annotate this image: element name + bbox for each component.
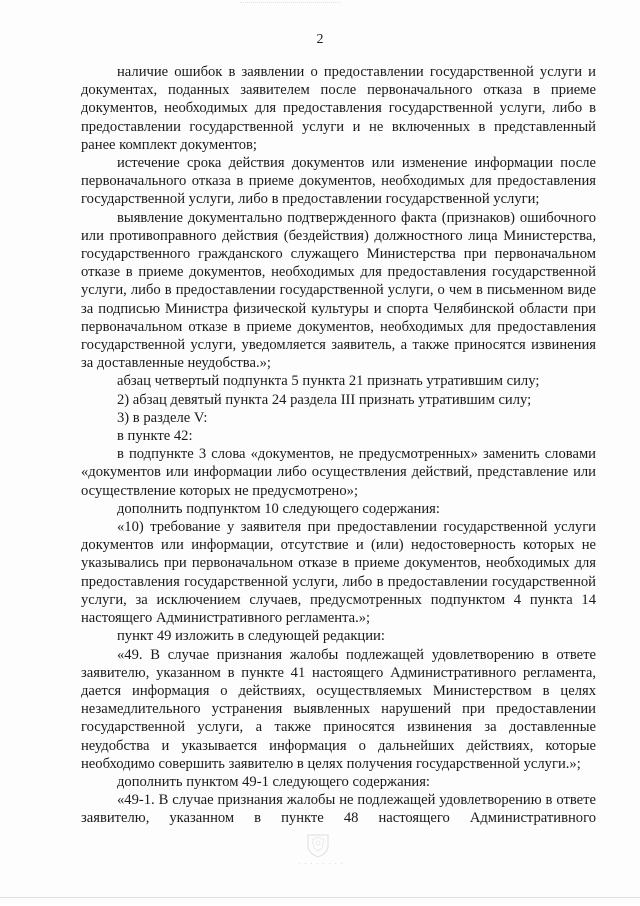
- footer-watermark: · · · · · · · ·: [298, 860, 344, 868]
- paragraph-section-v: 3) в разделе V:: [117, 409, 208, 426]
- paragraph-erroneous-action: выявление документально подтвержденного факта (признаков) ошибочного или противоправного действия (бездействия) должностного лица Министерства, государственного гражданского служащего Министерства при первоначальном отказе в приеме документов, необходимых для предоставления государственной услуги, либо в предоставлении государственной услуги, о чем в письменном виде за подписью Министра физической культуры и спорта Челябинской области при первоначальном отказе в приеме документов, необходимых для предоставления государственной услуги, уведомляется заявитель, а также приносятся извинения за доставленные неудобства.»;: [81, 209, 596, 372]
- paragraph-clause-42: в пункте 42:: [117, 428, 193, 445]
- paragraph-subclause-10-text: «10) требование у заявителя при предоставлении государственной услуги документов или информации, отсутствие и (или) недостоверность которых не указывались при первоначальном отказе в приеме документов, необходимых для предоставления государственной услуги, либо в предоставлении государственной услуги, за исключением случаев, предусмотренных подпунктом 4 пункта 14 настоящего Административного регламента.»;: [81, 519, 596, 627]
- coat-of-arms-icon: [305, 832, 331, 858]
- page-number: 2: [316, 32, 324, 47]
- paragraph-subclause-3-replace: в подпункте 3 слова «документов, не предусмотренных» заменить словами «документов или информации либо осуществления действий, представление или осуществление которых не предусмотрено»;: [81, 446, 596, 499]
- paragraph-clause-49-text: «49. В случае признания жалобы подлежащей удовлетворению в ответе заявителю, указанном в пункте 41 настоящего Административного регламента, дается информация о действиях, осуществляемых Министерством в целях незамедлительного устранения выявленных нарушений при предоставлении государственной услуги, а также приносятся извинения за доставленные неудобства и указывается информация о дальнейших действиях, которые необходимо совершить заявителю в целях получения государственной услуги.»;: [81, 646, 596, 772]
- document-body: [81, 63, 596, 828]
- paragraph-add-clause-49-1: дополнить пунктом 49-1 следующего содержания:: [117, 773, 430, 790]
- paragraph-subclause-5-clause-21: абзац четвертый подпункта 5 пункта 21 признать утратившим силу;: [117, 373, 540, 390]
- paragraph-clause-49-intro: пункт 49 изложить в следующей редакции:: [117, 628, 385, 645]
- paragraph-clause-49-1-text: «49-1. В случае признания жалобы не подлежащей удовлетворению в ответе заявителю, указанном в пункте 48 настоящего Административного: [81, 792, 596, 827]
- paragraph-errors-in-application: наличие ошибок в заявлении о предоставлении государственной услуги и документах, поданных заявителем после первоначального отказа в приеме документов, необходимых для предоставления государственной услуги, либо в предоставлении государственной услуги и не включенных в представленный ранее комплект документов;: [81, 64, 596, 153]
- paragraph-clause-24: 2) абзац девятый пункта 24 раздела III признать утратившим силу;: [117, 391, 532, 408]
- paragraph-add-subclause-10: дополнить подпунктом 10 следующего содержания:: [117, 500, 440, 517]
- scan-artifact: [240, 2, 340, 7]
- paragraph-expiry-of-documents: истечение срока действия документов или изменение информации после первоначального отказа в приеме документов, необходимых для предоставления государственной услуги, либо в предоставлении государственной услуги;: [81, 155, 596, 208]
